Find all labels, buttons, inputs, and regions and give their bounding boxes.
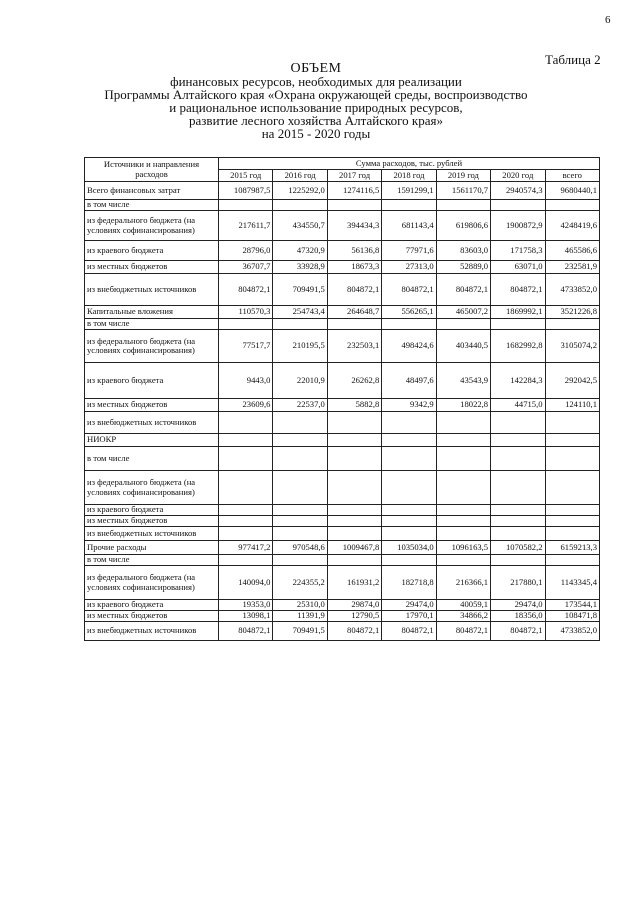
cell-value xyxy=(436,516,490,527)
cell-value xyxy=(327,471,381,505)
cell-value: 1096163,5 xyxy=(436,541,490,555)
cell-value: 804872,1 xyxy=(219,274,273,306)
cell-value: 29474,0 xyxy=(382,600,436,611)
cell-total: 124110,1 xyxy=(545,399,599,412)
cell-value xyxy=(382,516,436,527)
cell-value: 34866,2 xyxy=(436,611,490,622)
cell-value xyxy=(436,200,490,211)
cell-value: 33928,9 xyxy=(273,261,327,274)
title-line: на 2015 - 2020 годы xyxy=(261,126,371,141)
cell-value xyxy=(273,471,327,505)
row-label: из местных бюджетов xyxy=(85,516,219,527)
cell-value: 804872,1 xyxy=(327,274,381,306)
row-label: из внебюджетных источников xyxy=(85,274,219,306)
cell-value xyxy=(273,200,327,211)
cell-value: 9342,9 xyxy=(382,399,436,412)
cell-value: 1561170,7 xyxy=(436,182,490,200)
header-year: 2020 год xyxy=(491,170,545,182)
cell-value: 1035034,0 xyxy=(382,541,436,555)
cell-total: 4733852,0 xyxy=(545,622,599,641)
cell-total xyxy=(545,505,599,516)
cell-value: 28796,0 xyxy=(219,241,273,261)
cell-value: 11391,9 xyxy=(273,611,327,622)
cell-value: 1869992,1 xyxy=(491,306,545,319)
cell-value xyxy=(273,555,327,566)
cell-value: 48497,6 xyxy=(382,363,436,399)
cell-total: 3521226,8 xyxy=(545,306,599,319)
cell-value xyxy=(382,555,436,566)
cell-value: 27313,0 xyxy=(382,261,436,274)
table-row xyxy=(85,261,600,274)
table-row xyxy=(85,434,600,447)
cell-value xyxy=(219,200,273,211)
cell-value: 18022,8 xyxy=(436,399,490,412)
cell-value: 709491,5 xyxy=(273,274,327,306)
cell-value: 13098,1 xyxy=(219,611,273,622)
cell-value: 216366,1 xyxy=(436,566,490,600)
cell-total: 4733852,0 xyxy=(545,274,599,306)
cell-value: 9443,0 xyxy=(219,363,273,399)
cell-value: 19353,0 xyxy=(219,600,273,611)
cell-value xyxy=(436,319,490,330)
cell-total: 108471,8 xyxy=(545,611,599,622)
cell-total xyxy=(545,434,599,447)
cell-value: 142284,3 xyxy=(491,363,545,399)
row-label: Капитальные вложения xyxy=(85,306,219,319)
cell-value xyxy=(491,200,545,211)
row-label: из краевого бюджета xyxy=(85,600,219,611)
cell-value xyxy=(491,412,545,434)
cell-value xyxy=(491,471,545,505)
cell-value: 1682992,8 xyxy=(491,330,545,363)
cell-value xyxy=(436,471,490,505)
cell-value: 56136,8 xyxy=(327,241,381,261)
cell-value: 1009467,8 xyxy=(327,541,381,555)
cell-value xyxy=(436,447,490,471)
cell-value: 804872,1 xyxy=(327,622,381,641)
cell-total xyxy=(545,200,599,211)
cell-value xyxy=(273,516,327,527)
financing-table xyxy=(84,157,600,641)
table-row xyxy=(85,555,600,566)
row-label: НИОКР xyxy=(85,434,219,447)
cell-value: 804872,1 xyxy=(382,622,436,641)
table-row xyxy=(85,200,600,211)
cell-value: 43543,9 xyxy=(436,363,490,399)
cell-value xyxy=(219,505,273,516)
table-row xyxy=(85,622,600,641)
cell-value: 1900872,9 xyxy=(491,211,545,241)
cell-value xyxy=(436,505,490,516)
cell-value: 804872,1 xyxy=(436,622,490,641)
header-year: 2017 год xyxy=(327,170,381,182)
cell-total xyxy=(545,527,599,541)
cell-value: 1087987,5 xyxy=(219,182,273,200)
cell-value xyxy=(491,527,545,541)
cell-value xyxy=(436,412,490,434)
cell-total: 6159213,3 xyxy=(545,541,599,555)
cell-value xyxy=(327,516,381,527)
row-label: из федерального бюджета (на условиях софинансирования) xyxy=(85,211,219,241)
table-row xyxy=(85,241,600,261)
cell-value: 5882,8 xyxy=(327,399,381,412)
cell-value xyxy=(273,434,327,447)
cell-value: 210195,5 xyxy=(273,330,327,363)
cell-value xyxy=(491,516,545,527)
cell-value: 29474,0 xyxy=(491,600,545,611)
table-row xyxy=(85,541,600,555)
cell-value: 29874,0 xyxy=(327,600,381,611)
cell-value: 171758,3 xyxy=(491,241,545,261)
cell-total: 292042,5 xyxy=(545,363,599,399)
cell-value: 254743,4 xyxy=(273,306,327,319)
header-sources: Источники и направления расходов xyxy=(85,158,219,182)
cell-value xyxy=(436,434,490,447)
cell-value xyxy=(273,527,327,541)
page-number: 6 xyxy=(605,14,611,26)
header-year: 2018 год xyxy=(382,170,436,182)
cell-value xyxy=(382,447,436,471)
cell-value: 465007,2 xyxy=(436,306,490,319)
cell-value xyxy=(382,434,436,447)
table-row xyxy=(85,447,600,471)
cell-value: 970548,6 xyxy=(273,541,327,555)
cell-value xyxy=(219,516,273,527)
cell-value: 140094,0 xyxy=(219,566,273,600)
cell-value xyxy=(219,412,273,434)
cell-value xyxy=(219,447,273,471)
cell-value: 182718,8 xyxy=(382,566,436,600)
cell-value xyxy=(327,505,381,516)
title-line: финансовых ресурсов, необходимых для реализации xyxy=(170,74,462,89)
cell-value xyxy=(273,447,327,471)
header-year: 2016 год xyxy=(273,170,327,182)
cell-total: 232581,9 xyxy=(545,261,599,274)
cell-value xyxy=(382,200,436,211)
cell-value xyxy=(327,200,381,211)
cell-value: 23609,6 xyxy=(219,399,273,412)
table-row xyxy=(85,274,600,306)
row-label: в том числе xyxy=(85,200,219,211)
cell-value xyxy=(382,527,436,541)
cell-value: 161931,2 xyxy=(327,566,381,600)
cell-value: 36707,7 xyxy=(219,261,273,274)
cell-value xyxy=(273,505,327,516)
cell-value xyxy=(273,319,327,330)
table-row xyxy=(85,330,600,363)
cell-total xyxy=(545,412,599,434)
header-total: всего xyxy=(545,170,599,182)
cell-value: 47320,9 xyxy=(273,241,327,261)
row-label: из федерального бюджета (на условиях софинансирования) xyxy=(85,471,219,505)
cell-value: 12790,5 xyxy=(327,611,381,622)
table-row xyxy=(85,505,600,516)
row-label: из краевого бюджета xyxy=(85,241,219,261)
document-title xyxy=(96,62,536,140)
cell-value: 403440,5 xyxy=(436,330,490,363)
cell-value xyxy=(327,434,381,447)
cell-value: 63071,0 xyxy=(491,261,545,274)
table-header xyxy=(85,158,600,182)
cell-value: 77517,7 xyxy=(219,330,273,363)
cell-value: 217611,7 xyxy=(219,211,273,241)
title-line: развитие лесного хозяйства Алтайского края» xyxy=(189,113,443,128)
cell-value: 52889,0 xyxy=(436,261,490,274)
cell-value: 709491,5 xyxy=(273,622,327,641)
cell-value: 1070582,2 xyxy=(491,541,545,555)
cell-value: 977417,2 xyxy=(219,541,273,555)
cell-total: 9680440,1 xyxy=(545,182,599,200)
cell-value xyxy=(436,527,490,541)
cell-total xyxy=(545,319,599,330)
cell-value: 434550,7 xyxy=(273,211,327,241)
cell-value: 264648,7 xyxy=(327,306,381,319)
table-row xyxy=(85,211,600,241)
cell-value: 22010,9 xyxy=(273,363,327,399)
table-row xyxy=(85,306,600,319)
row-label: из внебюджетных источников xyxy=(85,412,219,434)
row-label: из внебюджетных источников xyxy=(85,622,219,641)
cell-value: 40059,1 xyxy=(436,600,490,611)
cell-value xyxy=(327,555,381,566)
cell-value: 77971,6 xyxy=(382,241,436,261)
cell-value: 83603,0 xyxy=(436,241,490,261)
table-row xyxy=(85,412,600,434)
cell-value: 498424,6 xyxy=(382,330,436,363)
cell-total: 173544,1 xyxy=(545,600,599,611)
cell-total: 4248419,6 xyxy=(545,211,599,241)
cell-value: 1225292,0 xyxy=(273,182,327,200)
cell-value xyxy=(219,555,273,566)
header-year: 2019 год xyxy=(436,170,490,182)
cell-value: 804872,1 xyxy=(491,622,545,641)
cell-value xyxy=(382,505,436,516)
cell-value xyxy=(491,319,545,330)
cell-value xyxy=(491,447,545,471)
table-row xyxy=(85,399,600,412)
table-row xyxy=(85,363,600,399)
cell-total: 3105074,2 xyxy=(545,330,599,363)
cell-value: 1591299,1 xyxy=(382,182,436,200)
cell-value xyxy=(219,434,273,447)
cell-total xyxy=(545,555,599,566)
cell-value xyxy=(491,434,545,447)
cell-total xyxy=(545,447,599,471)
cell-value: 2940574,3 xyxy=(491,182,545,200)
table-row xyxy=(85,182,600,200)
cell-value: 619806,6 xyxy=(436,211,490,241)
table-row xyxy=(85,319,600,330)
table-row xyxy=(85,527,600,541)
cell-value: 804872,1 xyxy=(436,274,490,306)
cell-value xyxy=(491,505,545,516)
cell-value: 1274116,5 xyxy=(327,182,381,200)
cell-value: 804872,1 xyxy=(219,622,273,641)
cell-value: 217880,1 xyxy=(491,566,545,600)
row-label: из местных бюджетов xyxy=(85,261,219,274)
cell-value xyxy=(219,319,273,330)
cell-value xyxy=(327,447,381,471)
title-line: Программы Алтайского края «Охрана окружающей среды, воспроизводство xyxy=(104,87,528,102)
table-row xyxy=(85,516,600,527)
cell-value xyxy=(382,471,436,505)
title-line: ОБЪЕМ xyxy=(290,61,342,76)
row-label: из местных бюджетов xyxy=(85,611,219,622)
cell-total xyxy=(545,471,599,505)
cell-value xyxy=(219,471,273,505)
cell-value xyxy=(436,555,490,566)
cell-value: 26262,8 xyxy=(327,363,381,399)
table-row xyxy=(85,471,600,505)
row-label: из местных бюджетов xyxy=(85,399,219,412)
cell-value xyxy=(273,412,327,434)
row-label: из федерального бюджета (на условиях софинансирования) xyxy=(85,330,219,363)
cell-value: 22537,0 xyxy=(273,399,327,412)
row-label: в том числе xyxy=(85,319,219,330)
cell-value: 224355,2 xyxy=(273,566,327,600)
cell-total: 465586,6 xyxy=(545,241,599,261)
cell-value: 110570,3 xyxy=(219,306,273,319)
row-label: Всего финансовых затрат xyxy=(85,182,219,200)
row-label: из внебюджетных источников xyxy=(85,527,219,541)
table-body xyxy=(85,182,600,641)
cell-value: 18356,0 xyxy=(491,611,545,622)
cell-value: 804872,1 xyxy=(382,274,436,306)
table-row xyxy=(85,566,600,600)
cell-value xyxy=(327,412,381,434)
row-label: из краевого бюджета xyxy=(85,363,219,399)
row-label: из федерального бюджета (на условиях софинансирования) xyxy=(85,566,219,600)
cell-value xyxy=(382,319,436,330)
row-label: Прочие расходы xyxy=(85,541,219,555)
cell-value: 394434,3 xyxy=(327,211,381,241)
cell-total xyxy=(545,516,599,527)
header-amount-group: Сумма расходов, тыс. рублей xyxy=(219,158,600,170)
cell-value xyxy=(491,555,545,566)
cell-value: 44715,0 xyxy=(491,399,545,412)
cell-value: 556265,1 xyxy=(382,306,436,319)
row-label: в том числе xyxy=(85,555,219,566)
cell-value: 25310,0 xyxy=(273,600,327,611)
cell-value: 804872,1 xyxy=(491,274,545,306)
cell-total: 1143345,4 xyxy=(545,566,599,600)
table-row xyxy=(85,600,600,611)
cell-value: 17970,1 xyxy=(382,611,436,622)
cell-value xyxy=(327,319,381,330)
cell-value xyxy=(327,527,381,541)
row-label: из краевого бюджета xyxy=(85,505,219,516)
cell-value: 18673,3 xyxy=(327,261,381,274)
table-row xyxy=(85,611,600,622)
cell-value xyxy=(382,412,436,434)
title-line: и рациональное использование природных ресурсов, xyxy=(169,100,463,115)
cell-value: 232503,1 xyxy=(327,330,381,363)
cell-value: 681143,4 xyxy=(382,211,436,241)
table-label: Таблица 2 xyxy=(545,52,601,67)
cell-value xyxy=(219,527,273,541)
row-label: в том числе xyxy=(85,447,219,471)
header-year: 2015 год xyxy=(219,170,273,182)
